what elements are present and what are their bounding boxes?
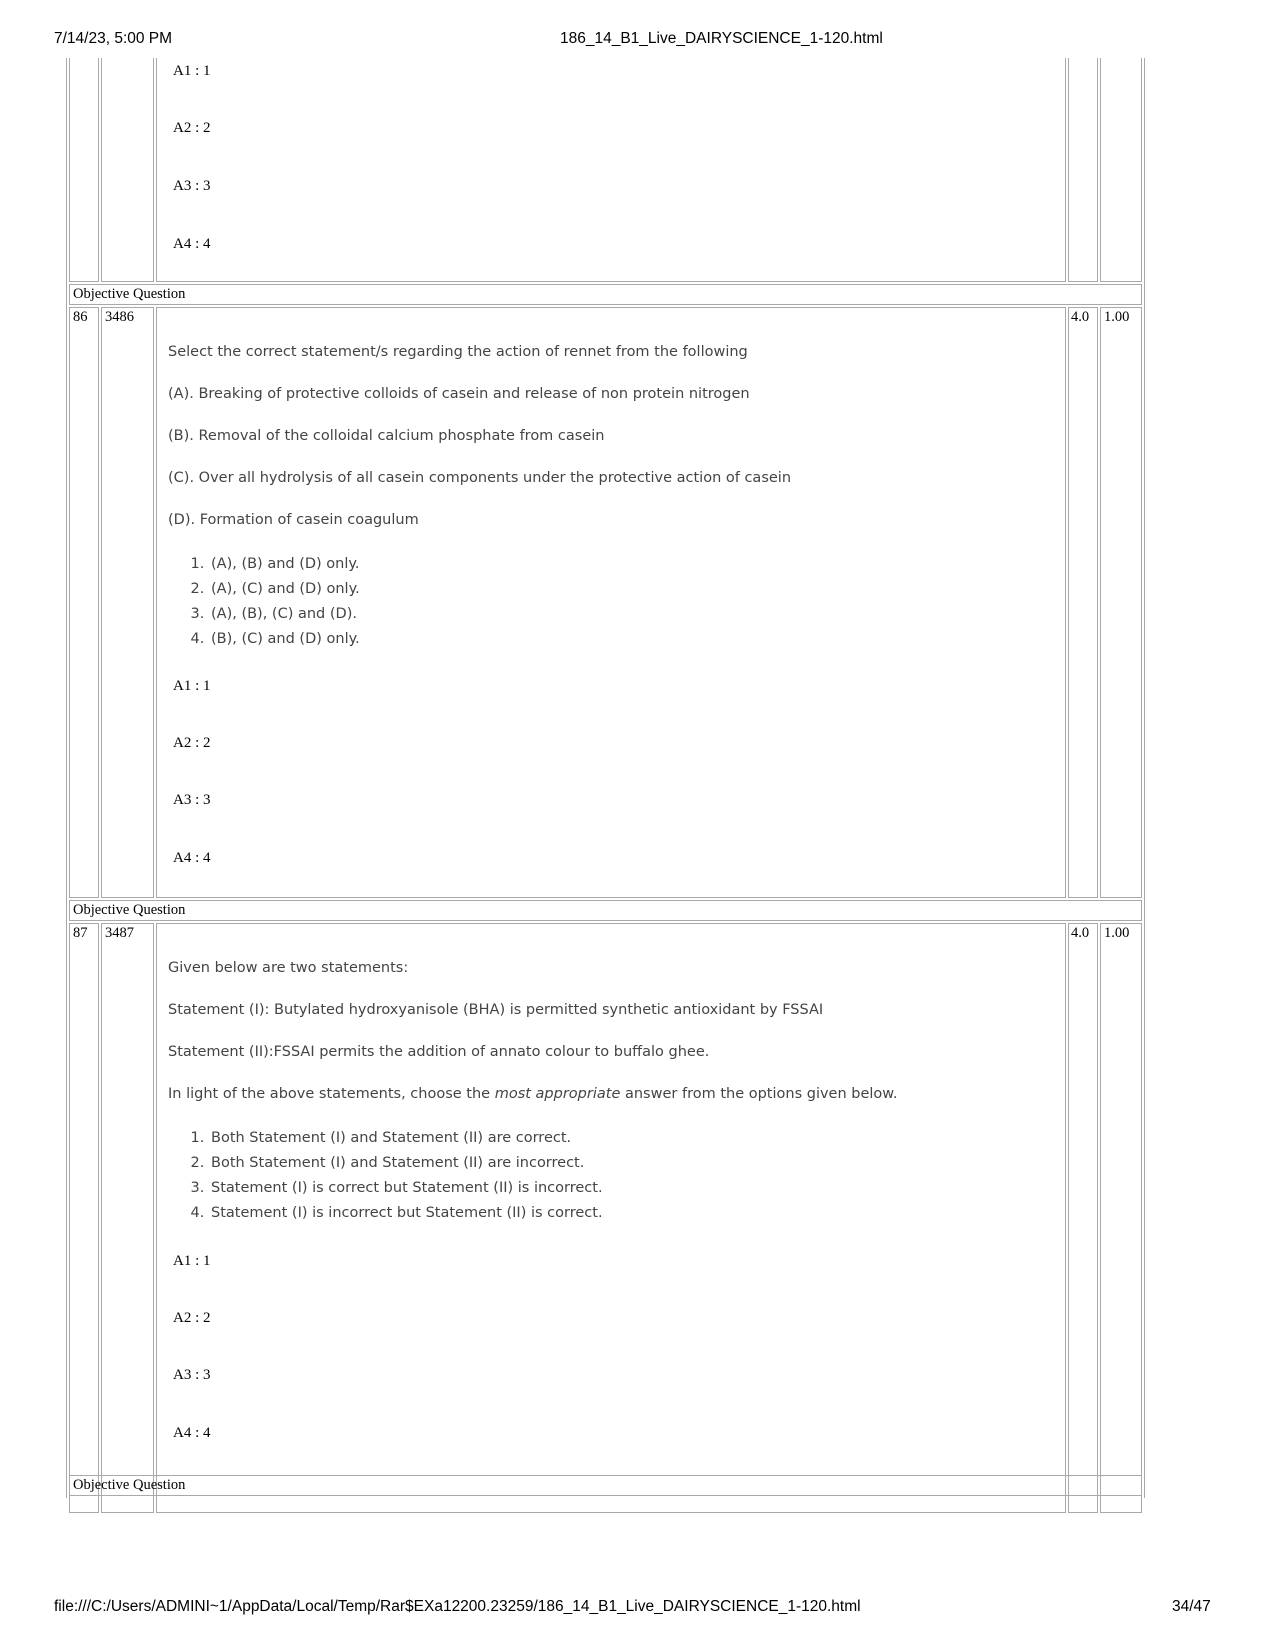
section-label-cell — [69, 284, 1142, 305]
prev-qid-cell — [101, 58, 154, 282]
q86-option: 1. (A), (B) and (D) only. — [209, 552, 1048, 577]
prev-negative-cell — [1100, 58, 1142, 282]
q87-qid-cell — [101, 923, 154, 1513]
q86-stem-line: (C). Over all hydrolysis of all casein components under the protective action of casein — [168, 470, 792, 486]
q86-stem-line: (A). Breaking of protective colloids of casein and release of non protein nitrogen — [168, 386, 750, 402]
q87-stem-text: answer from the options given below. — [620, 1086, 898, 1102]
q87-option: 2. Both Statement (I) and Statement (II) are incorrect. — [209, 1151, 1048, 1176]
q86-answer-2: A2 : 2 — [173, 735, 211, 751]
q87-stem-text: In light of the above statements, choose the — [168, 1086, 495, 1102]
q87-answer-1: A1 : 1 — [173, 1253, 211, 1269]
q87-stem-line: Statement (II):FSSAI permits the addition of annato colour to buffalo ghee. — [168, 1044, 710, 1060]
q87-stem-emphasis: most appropriate — [494, 1086, 621, 1102]
q86-serial-number: 86 — [73, 309, 88, 325]
q86-stem-line: (D). Formation of casein coagulum — [168, 512, 419, 528]
q87-marks: 4.0 — [1071, 925, 1090, 941]
section-label: Objective Question — [73, 902, 186, 918]
print-page-title: 186_14_B1_Live_DAIRYSCIENCE_1-120.html — [560, 30, 883, 47]
q87-stem-line — [168, 1084, 1048, 1105]
section-label-cell — [69, 900, 1142, 921]
q87-negative-cell — [1100, 923, 1142, 1513]
prev-answer-1: A1 : 1 — [173, 63, 211, 79]
q87-negative-marks: 1.00 — [1104, 925, 1130, 941]
q86-stem-line: (B). Removal of the colloidal calcium phosphate from casein — [168, 428, 605, 444]
prev-content-cell — [156, 58, 1066, 282]
q87-answer-2: A2 : 2 — [173, 1310, 211, 1326]
q86-answer-4: A4 : 4 — [173, 850, 211, 866]
q86-negative-marks: 1.00 — [1104, 309, 1130, 325]
section-label: Objective Question — [73, 1477, 186, 1493]
table-left-border — [66, 58, 67, 1498]
print-page-number: 34/47 — [1172, 1598, 1211, 1615]
q87-answer-4: A4 : 4 — [173, 1425, 211, 1441]
q86-answer-1: A1 : 1 — [173, 678, 211, 694]
prev-marks-cell — [1068, 58, 1098, 282]
print-datetime: 7/14/23, 5:00 PM — [54, 30, 173, 47]
q87-stem-line: Statement (I): Butylated hydroxyanisole (BHA) is permitted synthetic antioxidant by FSSAI — [168, 1002, 824, 1018]
section-label-cell — [69, 1475, 1142, 1496]
q86-question-id: 3486 — [105, 309, 134, 325]
print-file-path: file:///C:/Users/ADMINI~1/AppData/Local/Temp/Rar$EXa12200.23259/186_14_B1_Live_DAIRYSCIENCE_1-120.html — [54, 1598, 861, 1615]
q87-marks-cell — [1068, 923, 1098, 1513]
q86-question-body — [168, 342, 1048, 652]
section-label: Objective Question — [73, 286, 186, 302]
q86-option: 2. (A), (C) and (D) only. — [209, 577, 1048, 602]
table-right-border — [1144, 58, 1145, 1498]
q87-options-list — [185, 1126, 1048, 1226]
q87-option: 1. Both Statement (I) and Statement (II) are correct. — [209, 1126, 1048, 1151]
q86-marks-cell — [1068, 307, 1098, 898]
q87-question-id: 3487 — [105, 925, 134, 941]
prev-sno-cell — [69, 58, 99, 282]
q87-option: 3. Statement (I) is correct but Statement (II) is incorrect. — [209, 1176, 1048, 1201]
prev-answer-3: A3 : 3 — [173, 178, 211, 194]
q86-answer-3: A3 : 3 — [173, 792, 211, 808]
q87-sno-cell — [69, 923, 99, 1513]
q86-option: 3. (A), (B), (C) and (D). — [209, 602, 1048, 627]
q86-stem-line: Select the correct statement/s regarding the action of rennet from the following — [168, 344, 748, 360]
q86-options-list — [185, 552, 1048, 652]
q86-qid-cell — [101, 307, 154, 898]
q87-serial-number: 87 — [73, 925, 88, 941]
q86-marks: 4.0 — [1071, 309, 1090, 325]
q86-sno-cell — [69, 307, 99, 898]
q87-stem-line: Given below are two statements: — [168, 960, 409, 976]
q87-question-body — [168, 958, 1048, 1226]
prev-answer-2: A2 : 2 — [173, 120, 211, 136]
q86-negative-cell — [1100, 307, 1142, 898]
q86-option: 4. (B), (C) and (D) only. — [209, 627, 1048, 652]
q87-option: 4. Statement (I) is incorrect but Statement (II) is correct. — [209, 1201, 1048, 1226]
prev-answer-4: A4 : 4 — [173, 236, 211, 252]
q87-answer-3: A3 : 3 — [173, 1367, 211, 1383]
